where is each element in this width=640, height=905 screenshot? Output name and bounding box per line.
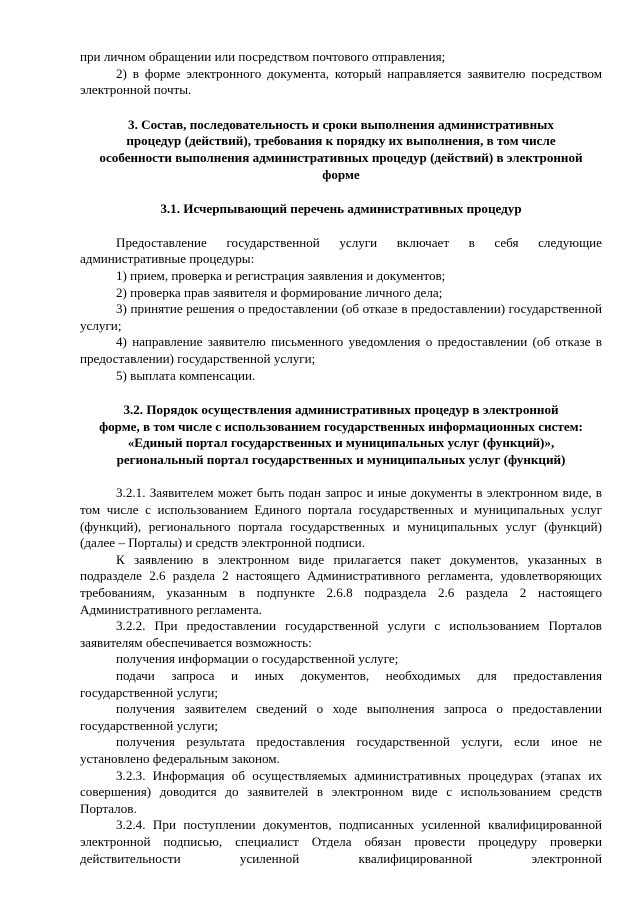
document-body: [80, 49, 602, 867]
paragraph-3-2-2: 3.2.2. При предоставлении государственной услуги с использованием Порталов заявителям обеспечивается возможность:: [80, 618, 602, 650]
list-item: получения заявителем сведений о ходе выполнения запроса о предоставлении государственной услуги;: [80, 701, 602, 733]
spacer: [80, 218, 602, 235]
list-item: получения информации о государственной услуге;: [116, 651, 399, 667]
list-item: 4) направление заявителю письменного уведомления о предоставлении (об отказе в предоставлении) государственной услуги;: [80, 334, 602, 366]
paragraph-3-2-1: 3.2.1. Заявителем может быть подан запрос и иные документы в электронном виде, в том числе с использованием Единого портала государственных и муниципальных услуг (функций), регионального портала государственных и муниципальных услуг (функций) (далее – Порталы) и средств электронной подписи.: [80, 485, 602, 551]
section-3-1-heading-text: 3.1. Исчерпывающий перечень административных процедур: [160, 201, 522, 217]
section-3-2-heading-line: форме, в том числе с использованием государственных информационных систем:: [99, 418, 583, 434]
list-item: 3) принятие решения о предоставлении (об отказе в предоставлении) государственной услуги;: [80, 301, 602, 333]
list-item: получения результата предоставления государственной услуги, если иное не установлено федеральным законом.: [80, 734, 602, 766]
section-3-heading-line: процедур (действий), требования к порядку их выполнения, в том числе: [126, 133, 556, 149]
section-3-1-lead: Предоставление государственной услуги включает в себя следующие административные процедуры:: [80, 234, 602, 267]
list-item: 2) проверка прав заявителя и формирование личного дела;: [116, 284, 443, 300]
paragraph-3-2-3: 3.2.3. Информация об осуществляемых административных процедурах (этапах их совершения) доводится до заявителей в электронном виде с использованием средств Порталов.: [80, 767, 602, 816]
section-3-heading-line: форме: [322, 166, 360, 182]
intro-item-2: 2) в форме электронного документа, который направляется заявителю посредством электронной почты.: [80, 65, 602, 98]
section-3-1-heading: [80, 201, 602, 218]
intro-line: при личном обращении или посредством почтового отправления;: [80, 49, 446, 64]
list-item: подачи запроса и иных документов, необходимых для предоставления государственной услуги;: [80, 668, 602, 700]
section-3-2-heading: [80, 402, 602, 468]
paragraph-3-2-1-attachments: К заявлению в электронном виде прилагается пакет документов, указанных в подразделе 2.6 раздела 2 настоящего Административного регламента, удовлетворяющих требованиям, указанным в подпункте 2.6.8 подраздела 2.6 раздела 2 настоящего Административного регламента.: [80, 551, 602, 617]
section-3-2-heading-line: «Единый портал государственных и муниципальных услуг (функций)»,: [127, 435, 555, 451]
section-3-2-heading-line: региональный портал государственных и муниципальных услуг (функций): [116, 451, 566, 467]
spacer: [80, 468, 602, 485]
section-3-heading-line: 3. Состав, последовательность и сроки выполнения административных: [128, 116, 554, 132]
section-3-2-heading-line: 3.2. Порядок осуществления административных процедур в электронной: [123, 402, 559, 418]
paragraph-3-2-4: 3.2.4. При поступлении документов, подписанных усиленной квалифицированной электронной подписью, специалист Отдела обязан провести процедуру проверки действительности усиленной квалифицированной электронной: [80, 817, 602, 866]
list-item: 5) выплата компенсации.: [116, 367, 256, 383]
section-3-heading: [80, 117, 602, 183]
section-3-heading-line: особенности выполнения административных процедур (действий) в электронной: [99, 149, 583, 165]
list-item: 1) прием, проверка и регистрация заявления и документов;: [116, 267, 446, 283]
